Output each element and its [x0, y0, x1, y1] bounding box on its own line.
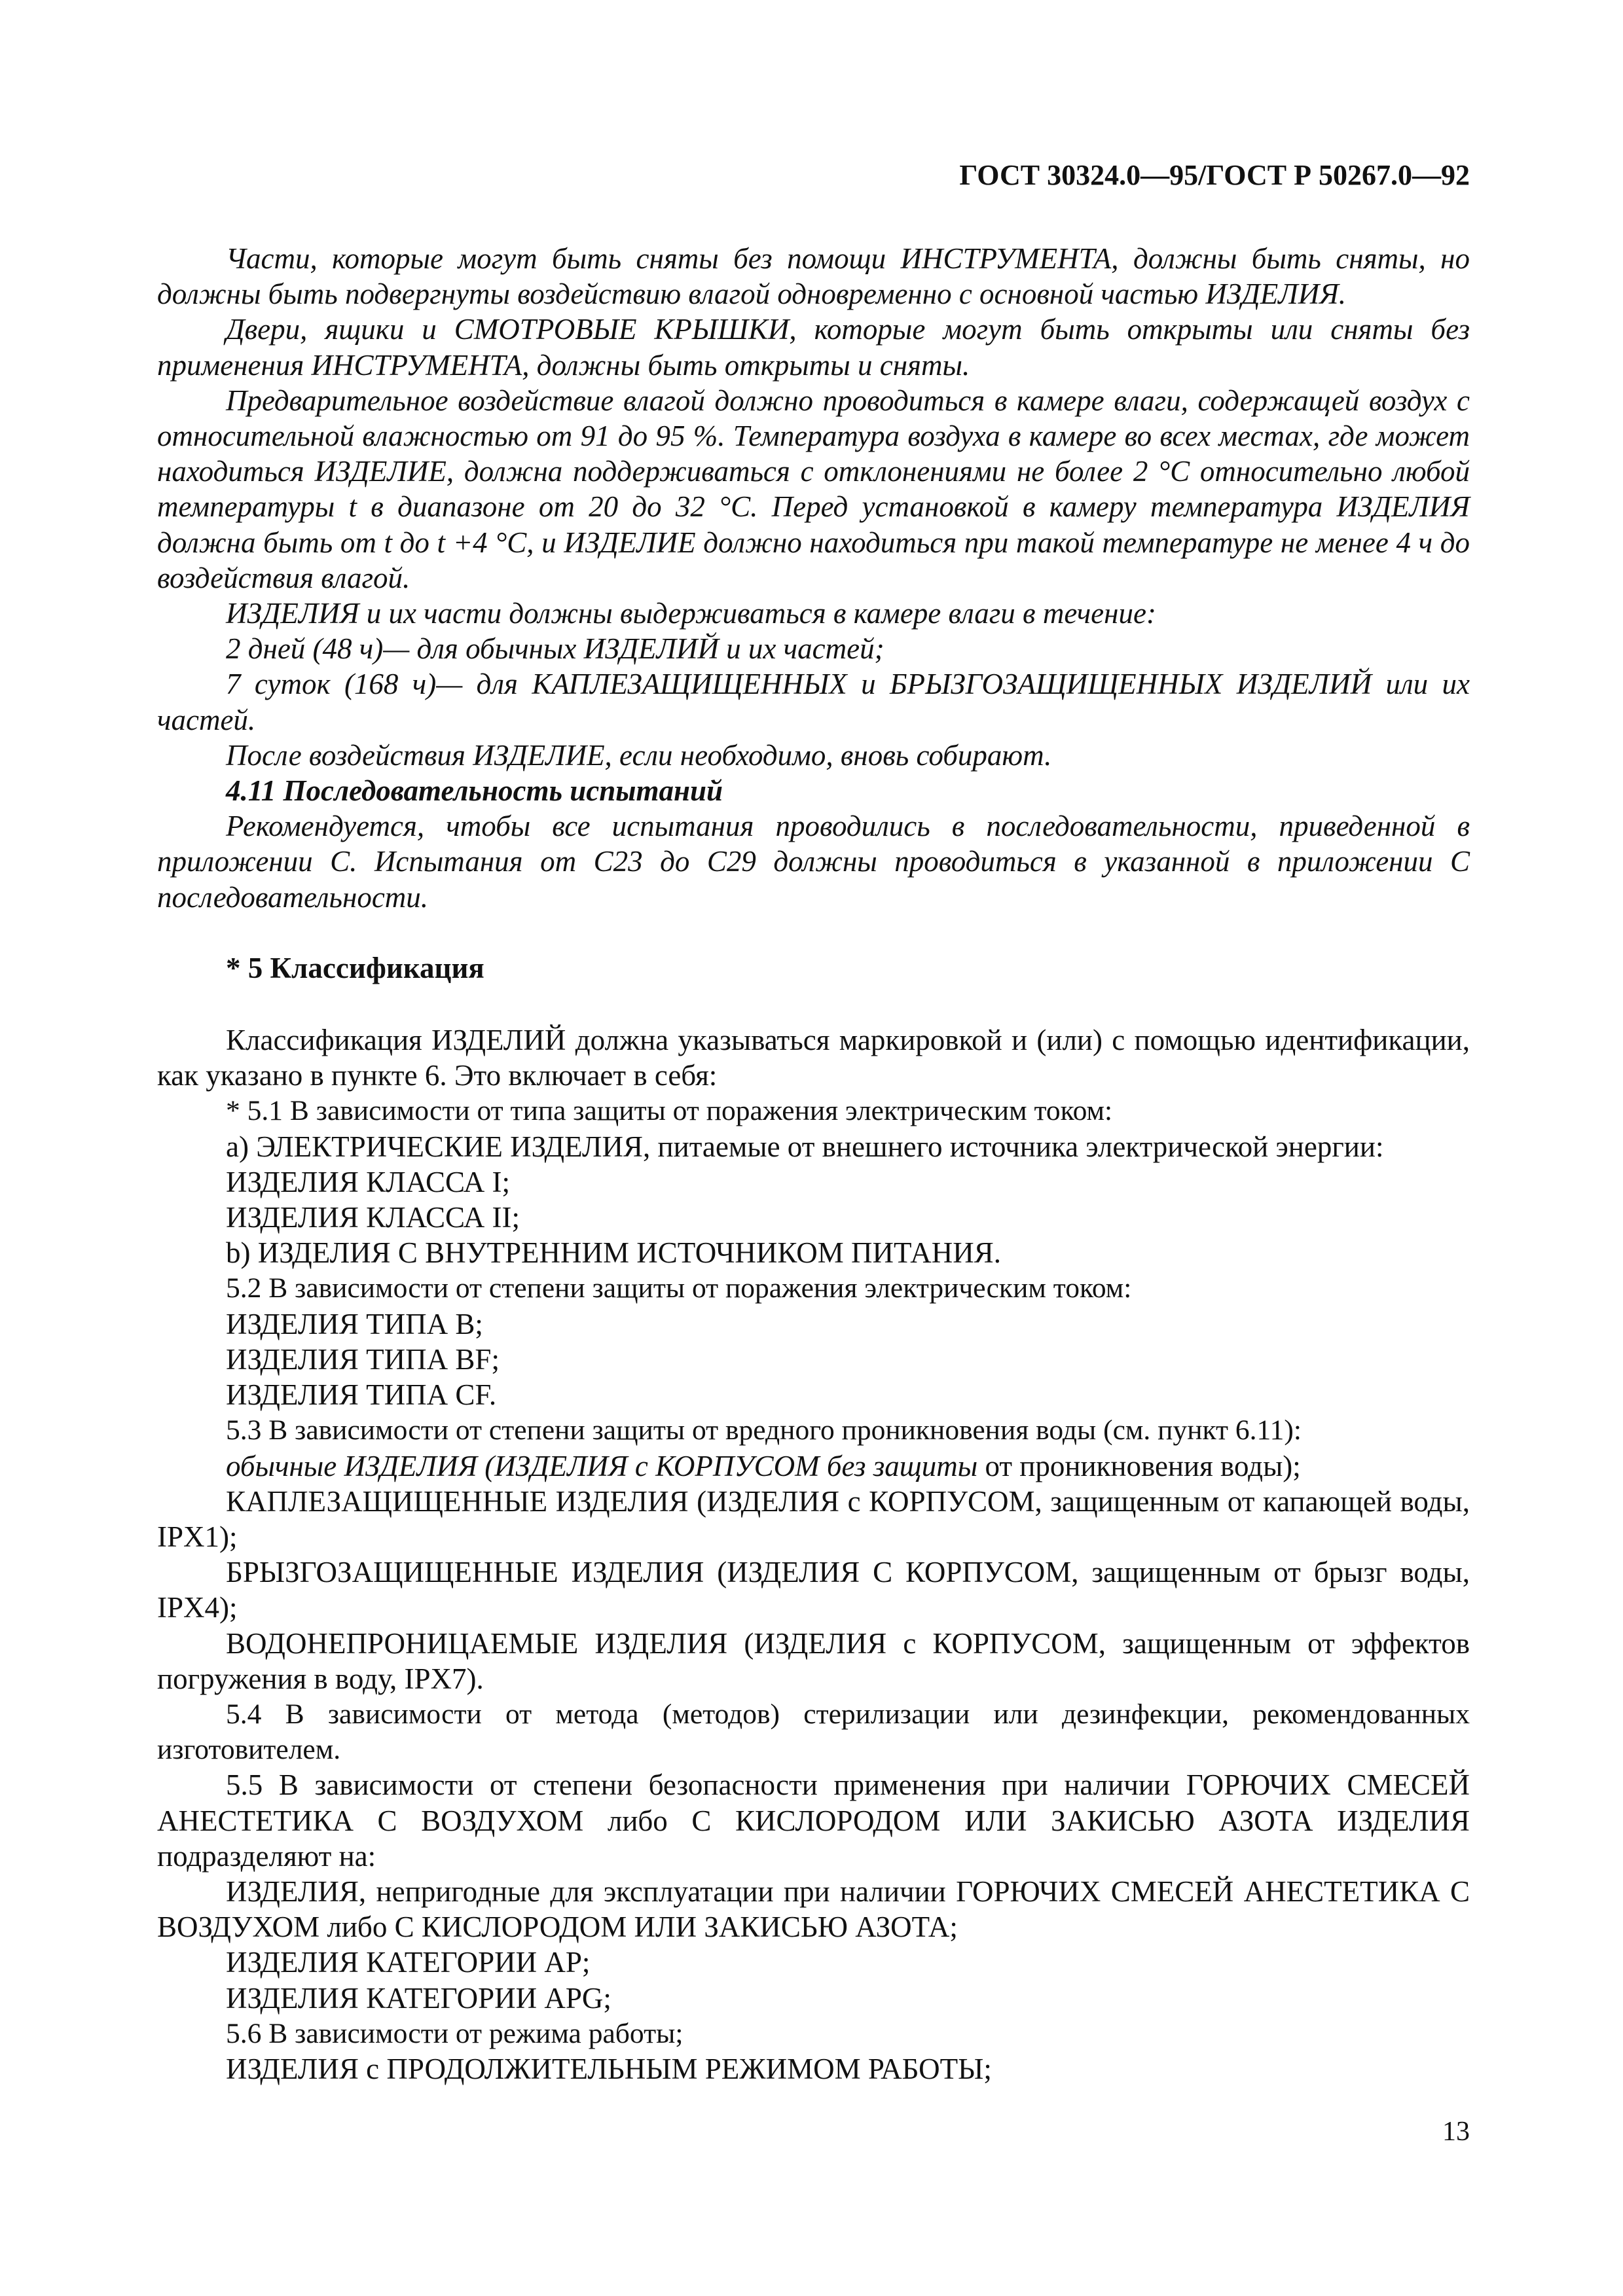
list-item-unsuitable-anesthetic: ИЗДЕЛИЯ, непригодные для эксплуатации при наличии ГОРЮЧИХ СМЕСЕЙ АНЕСТЕТИКА С ВОЗДУХОМ либо С КИСЛОРОДОМ ИЛИ ЗАКИСЬЮ АЗОТА; [157, 1874, 1470, 1944]
paragraph-exposure-duration: ИЗДЕЛИЯ и их части должны выдерживаться в камере влаги в течение: [226, 597, 1156, 630]
clause-5-3: 5.3 В зависимости от степени защиты от вредного проникновения воды (см. пункт 6.11): [226, 1414, 1302, 1446]
clause-5-5: 5.5 В зависимости от степени безопасности применения при наличии ГОРЮЧИХ СМЕСЕЙ АНЕСТЕТИКА С ВОЗДУХОМ либо С КИСЛОРОДОМ ИЛИ ЗАКИСЬЮ АЗОТА ИЗДЕЛИЯ подразделяют на: [157, 1768, 1470, 1873]
list-item-type-cf: ИЗДЕЛИЯ ТИПА CF. [226, 1378, 497, 1412]
list-item-class-i: ИЗДЕЛИЯ КЛАССА I; [226, 1165, 510, 1198]
paragraph-seven-days: 7 суток (168 ч)— для КАПЛЕЗАЩИЩЕННЫХ и БРЫЗГОЗАЩИЩЕННЫХ ИЗДЕЛИЙ или их частей. [157, 668, 1470, 736]
list-item-category-ap: ИЗДЕЛИЯ КАТЕГОРИИ AP; [226, 1946, 591, 1979]
list-item-continuous-operation: ИЗДЕЛИЯ с ПРОДОЛЖИТЕЛЬНЫМ РЕЖИМОМ РАБОТЫ; [226, 2052, 992, 2085]
list-item-type-bf: ИЗДЕЛИЯ ТИПА BF; [226, 1342, 500, 1376]
clause-5-6: 5.6 В зависимости от режима работы; [226, 2017, 684, 2049]
list-item-type-b: ИЗДЕЛИЯ ТИПА B; [226, 1307, 483, 1340]
paragraph-humidity-chamber: Предварительное воздействие влагой должно проводиться в камере влаги, содержащей воздух с относительной влажностью от 91 до 95 %. Температура воздуха в камере во всех местах, где может находиться ИЗДЕЛИЕ, должна поддерживаться с отклонениями не более 2 °С относительно любой температуры t в диапазоне от 20 до 32 °С. Перед установкой в камеру температура ИЗДЕЛИЯ должна быть от t до t +4 °С, и ИЗДЕЛИЕ должно находиться при такой температуре не менее 4 ч до воздействия влагой. [157, 384, 1470, 594]
document-page [157, 0, 1470, 2296]
paragraph-two-days: 2 дней (48 ч)— для обычных ИЗДЕЛИЙ и их частей; [226, 632, 884, 666]
paragraph-doors-covers: Двери, ящики и СМОТРОВЫЕ КРЫШКИ, которые могут быть открыты или сняты без применения ИНСТРУМЕНТА, должны быть открыты и сняты. [157, 313, 1470, 382]
list-item-category-apg: ИЗДЕЛИЯ КАТЕГОРИИ APG; [226, 1981, 611, 2015]
ordinary-normal-text: от проникновения воды); [977, 1449, 1301, 1482]
paragraph-test-sequence: Рекомендуется, чтобы все испытания проводились в последовательности, приведенной в приложении С. Испытания от С23 до С29 должны проводиться в указанной в приложении С последовательности. [157, 810, 1470, 914]
paragraph-removable-parts: Части, которые могут быть сняты без помощи ИНСТРУМЕНТА, должны быть сняты, но должны быть подвергнуты воздействию влагой одновременно с основной частью ИЗДЕЛИЯ. [157, 242, 1470, 311]
list-item-watertight: ВОДОНЕПРОНИЦАЕМЫЕ ИЗДЕЛИЯ (ИЗДЕЛИЯ с КОРПУСОМ, защищенным от эффектов погружения в воду, IPX7). [157, 1626, 1470, 1695]
section-heading-classification: * 5 Классификация [226, 951, 484, 984]
ordinary-italic-text: обычные ИЗДЕЛИЯ (ИЗДЕЛИЯ с КОРПУСОМ без защиты [226, 1449, 978, 1482]
paragraph-classification-intro: Классификация ИЗДЕЛИЙ должна указываться маркировкой и (или) с помощью идентификации, как указано в пункте 6. Это включает в себя: [157, 1024, 1470, 1092]
document-header: ГОСТ 30324.0—95/ГОСТ Р 50267.0—92 [959, 159, 1470, 191]
list-item-splash-proof: БРЫЗГОЗАЩИЩЕННЫЕ ИЗДЕЛИЯ (ИЗДЕЛИЯ С КОРПУСОМ, защищенным от брызг воды, IPX4); [157, 1556, 1470, 1624]
subheading-test-sequence: 4.11 Последовательность испытаний [226, 774, 723, 808]
list-item-external-source: а) ЭЛЕКТРИЧЕСКИЕ ИЗДЕЛИЯ, питаемые от внешнего источника электрической энергии: [226, 1130, 1384, 1163]
list-item-internal-source: b) ИЗДЕЛИЯ С ВНУТРЕННИМ ИСТОЧНИКОМ ПИТАНИЯ. [226, 1236, 1001, 1270]
document-body [157, 241, 1470, 2087]
page-number: 13 [1442, 2117, 1470, 2147]
list-item-ordinary [157, 1448, 1470, 1484]
clause-5-2: 5.2 В зависимости от степени защиты от поражения электрическим током: [226, 1272, 1132, 1304]
list-item-class-ii: ИЗДЕЛИЯ КЛАССА II; [226, 1201, 520, 1234]
paragraph-reassembly: После воздействия ИЗДЕЛИЕ, если необходимо, вновь собирают. [226, 738, 1052, 772]
list-item-drip-proof: КАПЛЕЗАЩИЩЕННЫЕ ИЗДЕЛИЯ (ИЗДЕЛИЯ с КОРПУСОМ, защищенным от капающей воды, IPX1); [157, 1484, 1470, 1553]
clause-5-4: 5.4 В зависимости от метода (методов) стерилизации или дезинфекции, рекомендованных изготовителем. [157, 1698, 1470, 1766]
clause-5-1: * 5.1 В зависимости от типа защиты от поражения электрическим током: [226, 1095, 1113, 1127]
